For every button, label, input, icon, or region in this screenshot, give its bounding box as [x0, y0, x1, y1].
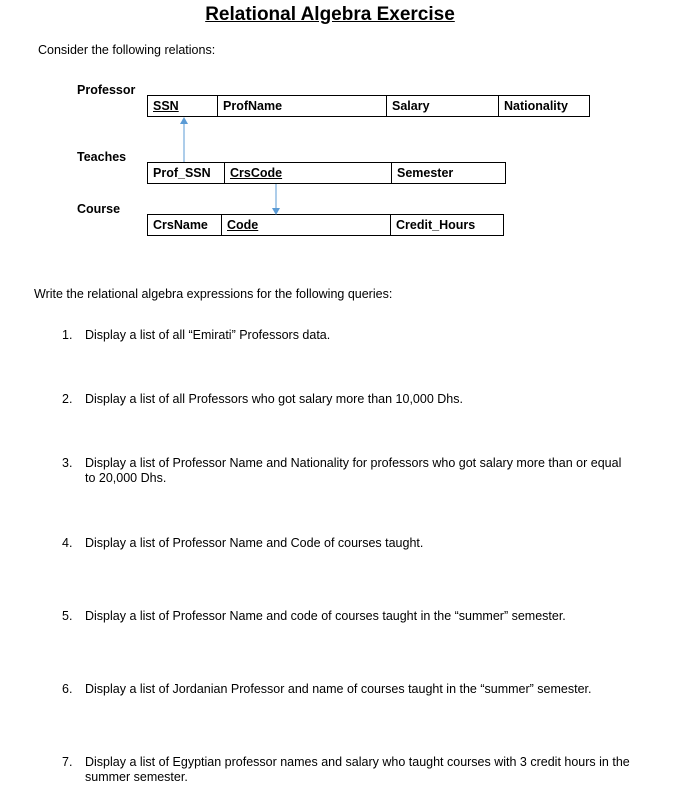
intro-text: Consider the following relations:: [38, 43, 216, 57]
teaches-attr-prof-ssn: [147, 162, 225, 184]
professor-attr-nationality-text: Nationality: [504, 99, 568, 113]
professor-attr-nationality: [498, 95, 590, 117]
course-attr-crsname-text: CrsName: [153, 218, 208, 232]
teaches-attr-crscode: [224, 162, 392, 184]
professor-attr-ssn-text: SSN: [153, 99, 179, 113]
query-item-1: [62, 328, 632, 343]
query-number: 4.: [62, 536, 73, 550]
course-attr-credit-hours: [390, 214, 504, 236]
page-title: Relational Algebra Exercise: [205, 4, 455, 25]
query-text: Display a list of all Professors who got salary more than 10,000 Dhs.: [85, 392, 463, 406]
arrow-crscode-to-code: [272, 184, 280, 215]
professor-attr-salary: [386, 95, 499, 117]
query-number: 6.: [62, 682, 73, 696]
instructions-text: Write the relational algebra expressions for the following queries:: [34, 287, 393, 301]
course-relation-label: Course: [77, 202, 121, 216]
professor-relation-label: Professor: [77, 83, 136, 97]
query-item-5: [62, 609, 632, 624]
course-attr-code: [221, 214, 391, 236]
professor-attr-profname-text: ProfName: [223, 99, 283, 113]
teaches-attr-crscode-text: CrsCode: [230, 166, 283, 180]
query-item-2: [62, 392, 632, 407]
query-text: Display a list of Egyptian professor names and salary who taught courses with 3 credit hours in the summer semester.: [85, 755, 630, 784]
query-text: Display a list of all “Emirati” Professors data.: [85, 328, 331, 342]
query-number: 3.: [62, 456, 73, 470]
query-number: 1.: [62, 328, 73, 342]
query-text: Display a list of Professor Name and Code of courses taught.: [85, 536, 424, 550]
query-number: 2.: [62, 392, 73, 406]
query-item-4: [62, 536, 632, 551]
query-text: Display a list of Professor Name and code of courses taught in the “summer” semester.: [85, 609, 566, 623]
professor-attr-ssn: [147, 95, 218, 117]
query-number: 5.: [62, 609, 73, 623]
arrow-prof-ssn-to-ssn: [180, 117, 188, 162]
query-text: Display a list of Jordanian Professor and name of courses taught in the “summer” semester.: [85, 682, 592, 696]
query-item-3: [62, 456, 632, 486]
query-text: Display a list of Professor Name and Nationality for professors who got salary more than or equal to 20,000 Dhs.: [85, 456, 622, 485]
teaches-attr-semester-text: Semester: [397, 166, 454, 180]
course-attr-credit-hours-text: Credit_Hours: [396, 218, 476, 232]
teaches-relation-label: Teaches: [77, 150, 127, 164]
course-attr-code-text: Code: [227, 218, 259, 232]
professor-attr-salary-text: Salary: [392, 99, 430, 113]
teaches-attr-semester: [391, 162, 506, 184]
course-attr-crsname: [147, 214, 222, 236]
query-number: 7.: [62, 755, 73, 769]
teaches-attr-prof-ssn-text: Prof_SSN: [153, 166, 211, 180]
query-item-6: [62, 682, 632, 697]
professor-attr-profname: [217, 95, 387, 117]
query-item-7: [62, 755, 632, 785]
